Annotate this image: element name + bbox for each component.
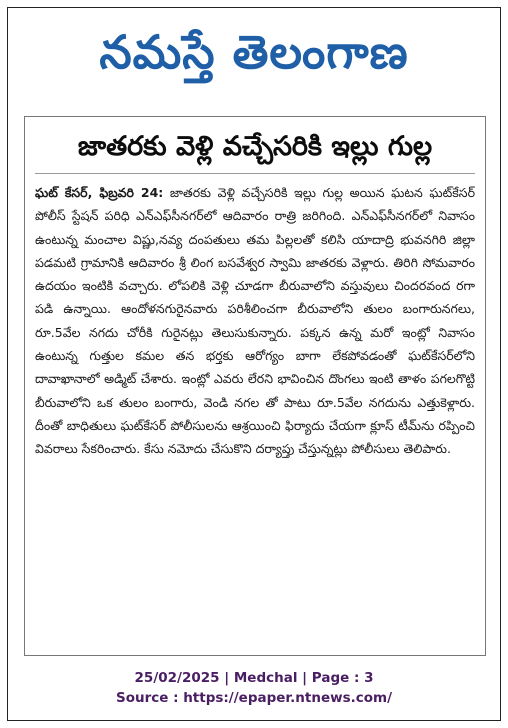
source-link[interactable]: Source : https://epaper.ntnews.com/ <box>115 690 393 706</box>
article-clipping <box>24 116 486 656</box>
headline-divider <box>35 173 475 174</box>
newspaper-masthead: నమస్తే తెలంగాణ <box>99 25 409 79</box>
clipping-footer <box>8 668 500 708</box>
article-headline: జాతరకు వెళ్లి వచ్చేసరికి ఇల్లు గుల్ల <box>77 131 433 162</box>
article-dateline: ఘట్ కేసర్, ఫిబ్రవరి 24: <box>35 185 164 200</box>
article-body-text: జాతరకు వెళ్లి వచ్చేసరికి ఇల్లు గుల్ల అయిన ఘటన ఘట్‌కేసర్ పోలీస్ స్టేషన్ పరిధి ఎన్ఎఫ్‌సీనగర్‌లో ఆదివారం రాత్రి జరిగింది. ఎన్ఎఫ్‌సీనగర్‌లో నివాసం ఉంటున్న మంచాల విష్ణు,నవ్య దంపతులు తమ పిల్లలతో కలిసి యాదాద్రి భువనగిరి జిల్లా పడమటి గ్రామానికి ఆదివారం శ్రీ లింగ బసవేశ్వర స్వామి జాతరకు వెళ్లారు. తిరిగి సోమవారం ఉదయం ఇంటికి వచ్చారు. లోపలికి వెళ్లి చూడగా బీరువాలోని వస్తువులు చిందరవంద రగా పడి ఉన్నాయి. ఆందోళనగురైనవారు పరిశీలించగా బీరువాలోని తులం బంగారునగలు, రూ.5వేల నగదు చోరీకి గురైనట్లు తెలుసుకున్నారు. పక్కన ఉన్న మరో ఇంట్లో నివాసం ఉంటున్న గుత్తుల కమల తన భర్తకు ఆరోగ్యం బాగా లేకపోవడంతో ఘట్‌కేసర్‌లోని దావాఖానాలో అడ్మిట్ చేశారు. ఇంట్లో ఎవరు లేరని భావించిన దొంగలు ఇంటి తాళం పగలగొట్టి బీరువాలోని ఒక తులం బంగారు, వెండి నగల తో పాటు రూ.5వేల నగదును ఎత్తుకెళ్లారు. దీంతో బాధితులు ఘట్‌కేసర్ పోలీసులను ఆశ్రయించి ఫిర్యాదు చేయగా క్లూస్ టీమ్‌ను రప్పించి వివరాలు సేకరించారు. కేసు నమోదు చేసుకొని దర్యాప్తు చేస్తున్నట్లు పోలీసులు తెలిపారు. <box>35 185 475 457</box>
page-frame <box>7 7 501 721</box>
article-body <box>35 181 475 649</box>
publication-meta: 25/02/2025 | Medchal | Page : 3 <box>134 670 374 686</box>
